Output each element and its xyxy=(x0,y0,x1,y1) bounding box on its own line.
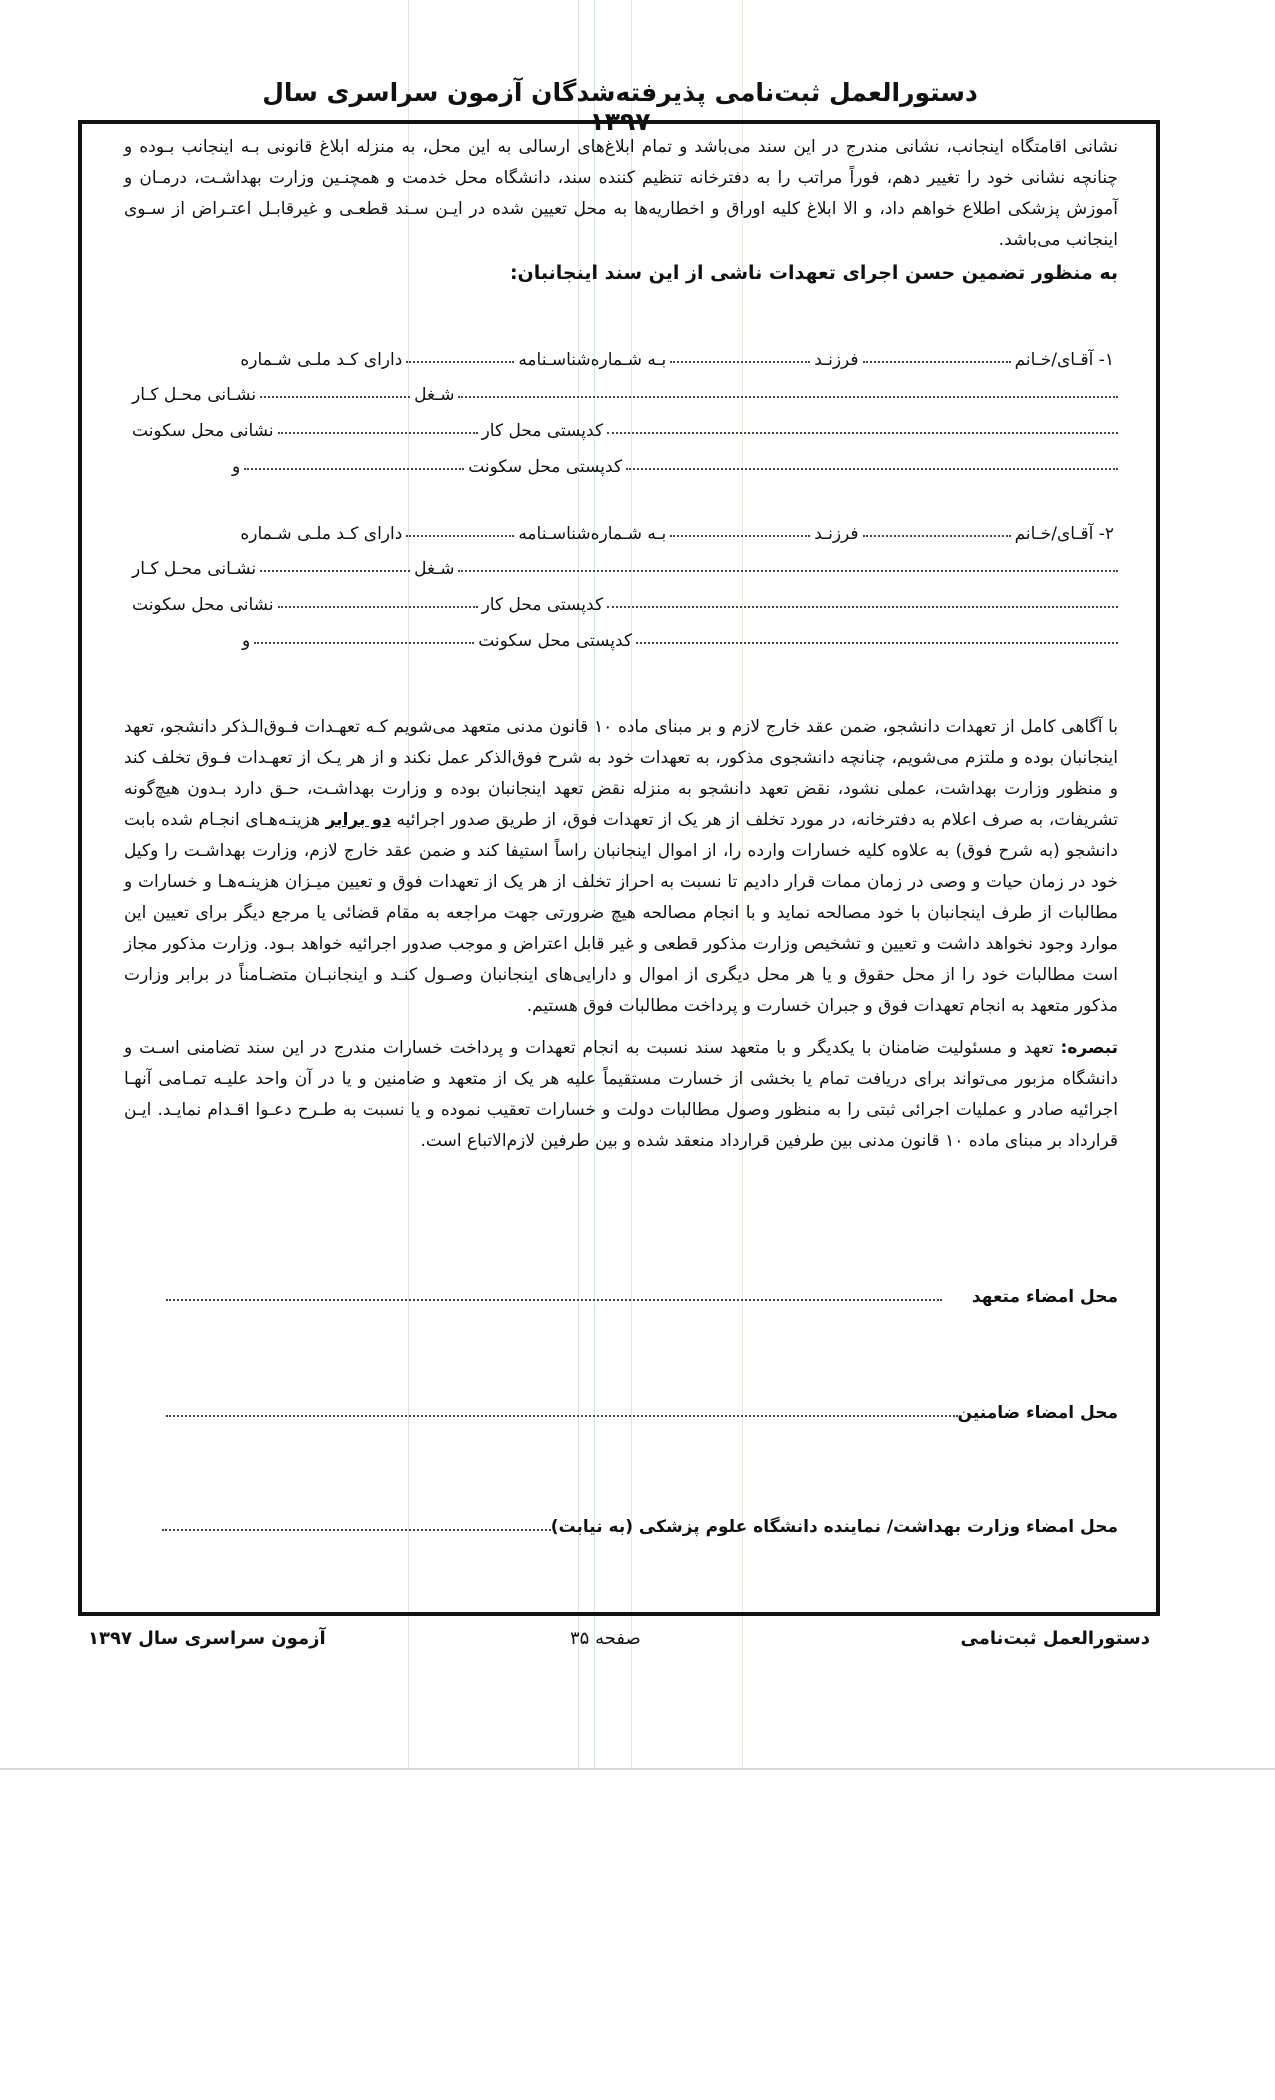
name-field[interactable] xyxy=(863,361,1011,363)
work-postal-label: کدپستی محل کار xyxy=(481,595,604,615)
work-postal-field[interactable] xyxy=(278,432,478,434)
work-address-label: نشـانی محـل کـار xyxy=(132,559,257,579)
mr-mrs-label: ۲- آقـای/خـانم xyxy=(1014,524,1114,544)
guarantor-1-row-2 xyxy=(128,377,1118,405)
note-label: تبصره: xyxy=(1060,1038,1119,1058)
work-address-field[interactable] xyxy=(607,432,1118,434)
id-number-field[interactable] xyxy=(406,361,514,363)
job-field[interactable] xyxy=(260,570,410,572)
work-address-field[interactable] xyxy=(607,606,1118,608)
footer-exam-year: آزمون سراسری سال ۱۳۹۷ xyxy=(88,1628,326,1649)
job-field-start[interactable] xyxy=(458,396,1118,398)
and-label: و xyxy=(232,457,241,477)
double-amount-underlined: دو برابر xyxy=(325,810,391,830)
work-postal-field[interactable] xyxy=(278,606,478,608)
job-field-start[interactable] xyxy=(458,570,1118,572)
home-address-field[interactable] xyxy=(626,468,1118,470)
guarantor-2-row-3 xyxy=(128,587,1118,615)
home-postal-label: کدپستی محل سکونت xyxy=(478,631,633,651)
commitment-text: با آگاهی کامل از تعهدات دانشجو، ضمن عقد خارج لازم و بر مبنای ماده ۱۰ قانون مدنی متعهد می‌شویم کـه تعهـدات فـوق‌الـذکر دانشجو، تعهد اینجانبان بوده و ملتزم می‌شویم، چنانچه دانشجوی مذکور، به تعهدات خود به شرح فوق‌الذکر عمل نکند و از هر یـک از تعهـدات فـوق تخلف کند و منظور وزارت بهداشت، عملی نشود، نقض تعهد دانشجو به منزله نقض تعهد اینجانبان بوده و وزارت بهداشـت، حـق دارد بـدون هیچ‌گونه تشریفات، به صرف اعلام به دفترخانه، در مورد تخلف از هر یک از تعهدات فوق، از طریق صدور اجرائیه xyxy=(124,717,1119,830)
national-code-label: دارای کـد ملـی شـماره xyxy=(240,350,403,370)
commitment-text-rest: هزینـه‌هـای انجـام شده بابت دانشجو (به شرح فوق) به علاوه کلیه خسارات وارده را، از اموال اینجانبان راساً استیفا کند و ضمن عقد خارج لازم، وزارت بهداشـت را وکیل خود در زمان حیات و وصی در زمان ممات قرار دادیم تا نسبت به احراز تخلف از هر یک از تعهدات فوق و تعیین میـزان هزینـه‌هـا و خسارات و مطالبات از طرف اینجانبان با خود مصالحه نماید و با انجام مصالحه هیچ ضرورتی جهت مراجعه به مقام قضائی یا مرجع دیگر برای تعیین این موارد وجود نخواهد داشت و تعیین و تشخیص وزارت مذکور قطعی و غیر قابل اعتراض و موجب صدور اجرائیه خواهد بـود. وزارت مذکور مجاز است مطالبات خود را از محل حقوق و یا هر محل دیگری از اموال و دارایی‌های اینجانبان وصـول کنـد و اینجانبـان متضـامناً در برابر وزارت مذکور متعهد به انجام تعهدات فوق و جبران خسارت و پرداخت مطالبات فوق هستیم. xyxy=(124,810,1118,1016)
note-text: تعهد و مسئولیت ضامنان با یکدیگر و با متعهد سند نسبت به انجام تعهدات و پرداخت خسارات مندرج در این سند تضامنی اسـت و دانشگاه مزبور می‌تواند برای دریافت تمام یا بخشی از خسارت مستقیماً علیه هر یک از متعهد و ضامنین و یا در آن واحد علیـه تمـامی آنهـا اجرائیه صادر و عملیات اجرائی ثبتی را به منظور وصول مطالبات دولت و خسارات تعقیب نموده و یا نسبت به طـرح دعـوا اقـدام نمایـد. ایـن قرارداد بر مبنای ماده ۱۰ قانون مدنی بین طرفین قرارداد منعقد شده و بین طرفین لازم‌الاتباع است. xyxy=(124,1038,1118,1151)
commitment-paragraph xyxy=(124,712,1118,1022)
job-label: شـغل xyxy=(414,559,455,579)
name-field[interactable] xyxy=(863,535,1011,537)
home-address-field[interactable] xyxy=(636,642,1118,644)
guarantee-heading: به منظور تضمین حسن اجرای تعهدات ناشی از این سند اینجانبان: xyxy=(509,262,1118,284)
signature-guarantors-line[interactable] xyxy=(166,1415,958,1417)
guarantor-2-row-4 xyxy=(128,623,1118,651)
id-number-label: بـه شـماره‌شناسـنامه xyxy=(518,350,667,370)
guarantor-1-row-4 xyxy=(128,449,1118,477)
id-number-label: بـه شـماره‌شناسـنامه xyxy=(518,524,667,544)
father-name-field[interactable] xyxy=(670,535,810,537)
home-postal-label: کدپستی محل سکونت xyxy=(468,457,623,477)
address-clause: نشانی اقامتگاه اینجانب، نشانی مندرج در این سند می‌باشد و تمام ابلاغ‌های ارسالی به این محل، به منزله ابلاغ قانونی بـه اینجانب بـوده و چنانچه نشانی خود را تغییر دهم، فوراً مراتب را به دفترخانه تنظیم کننده سند، دانشگاه محل خدمت و همچنـین وزارت بهداشـت، درمـان و آموزش پزشکی اطلاع خواهم داد، و الا ابلاغ کلیه اوراق و اخطاریه‌ها به محل تعیین شده در ایـن سـند قطعـی و غیرقابـل اعتـراض از سـوی اینجانب می‌باشد. xyxy=(124,137,1118,250)
home-address-label: نشانی محل سکونت xyxy=(132,595,274,615)
guarantor-1-row-1 xyxy=(128,342,1118,370)
national-code-label: دارای کـد ملـی شـماره xyxy=(240,524,403,544)
home-postal-field[interactable] xyxy=(254,642,474,644)
footer-doc-name: دستورالعمل ثبت‌نامی xyxy=(960,1628,1150,1649)
home-address-label: نشانی محل سکونت xyxy=(132,421,274,441)
id-number-field[interactable] xyxy=(406,535,514,537)
note-paragraph xyxy=(124,1033,1118,1157)
page-title: دستورالعمل ثبت‌نامی پذیرفته‌شدگان آزمون سراسری سال ۱۳۹۷ xyxy=(262,78,978,136)
guarantor-2-row-2 xyxy=(128,551,1118,579)
job-label: شـغل xyxy=(414,385,455,405)
guarantor-1-row-3 xyxy=(128,413,1118,441)
signature-ministry-row xyxy=(162,1507,1118,1537)
work-postal-label: کدپستی محل کار xyxy=(481,421,604,441)
father-name-field[interactable] xyxy=(670,361,810,363)
signature-committed-line[interactable] xyxy=(166,1299,942,1301)
signature-ministry-label: محل امضاء وزارت بهداشت/ نماینده دانشگاه علوم پزشکی (به نیابت) xyxy=(550,1517,1118,1537)
signature-committed-label: محل امضاء متعهد xyxy=(971,1287,1118,1307)
mr-mrs-label: ۱- آقـای/خـانم xyxy=(1014,350,1114,370)
job-field[interactable] xyxy=(260,396,410,398)
signature-guarantors-row xyxy=(166,1393,1118,1423)
guarantor-2-row-1 xyxy=(128,516,1118,544)
signature-guarantors-label: محل امضاء ضامنین xyxy=(957,1403,1118,1423)
signature-committed-row xyxy=(166,1277,1118,1307)
signature-ministry-line[interactable] xyxy=(162,1529,551,1531)
home-postal-field[interactable] xyxy=(244,468,464,470)
child-of-label: فرزنـد xyxy=(814,524,859,544)
footer-page-number: صفحه ۳۵ xyxy=(570,1628,641,1649)
work-address-label: نشـانی محـل کـار xyxy=(132,385,257,405)
child-of-label: فرزنـد xyxy=(814,350,859,370)
and-label: و xyxy=(242,631,251,651)
